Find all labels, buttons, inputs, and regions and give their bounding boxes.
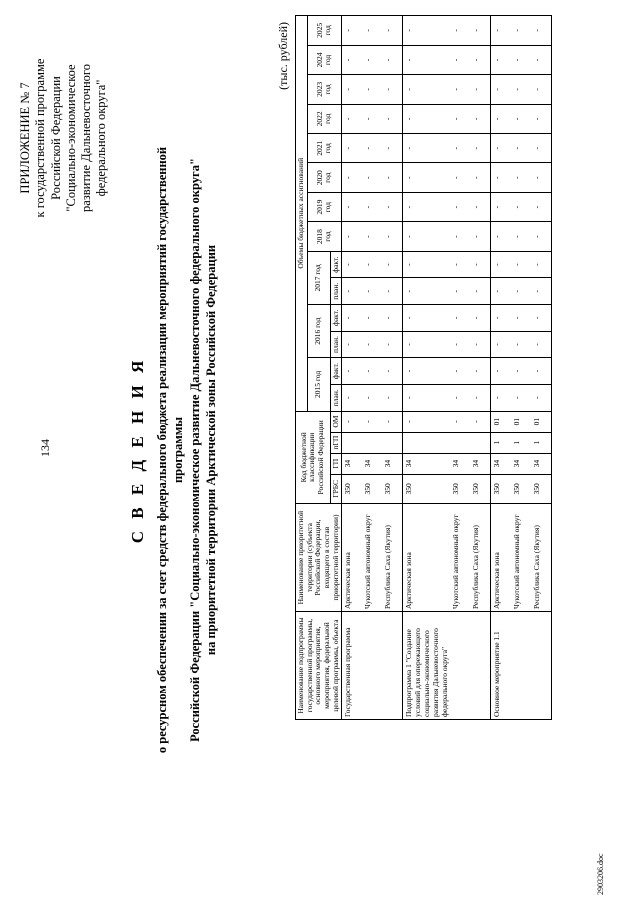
cell-amount: - bbox=[342, 75, 363, 104]
cell-amount: - bbox=[382, 358, 403, 385]
cell-territory: Арктическая зона bbox=[342, 504, 363, 612]
cell-amount: - bbox=[362, 16, 382, 46]
cell-amount: - bbox=[531, 331, 552, 358]
cell-om: - bbox=[470, 411, 491, 432]
cell-amount: - bbox=[382, 45, 403, 74]
cell-om: - bbox=[403, 411, 451, 432]
cell-amount: - bbox=[342, 192, 363, 221]
cell-amount: - bbox=[403, 331, 451, 358]
cell-amount: - bbox=[450, 305, 470, 332]
cell-grbs: 350 bbox=[470, 474, 491, 503]
header-year-2021: 2021 год bbox=[307, 134, 342, 163]
document-subtitle bbox=[154, 125, 219, 775]
cell-territory: Республика Саха (Якутия) bbox=[470, 504, 491, 612]
cell-pgp bbox=[362, 432, 382, 453]
cell-amount: - bbox=[511, 45, 531, 74]
subtitle-line: Российской Федерации "Социально-экономическое развитие Дальневосточного федерального округа" bbox=[187, 158, 202, 742]
header-fact: факт. bbox=[330, 305, 342, 332]
cell-amount: - bbox=[382, 16, 403, 46]
cell-amount: - bbox=[342, 163, 363, 192]
cell-amount: - bbox=[362, 305, 382, 332]
cell-amount: - bbox=[470, 134, 491, 163]
subtitle-line: на приоритетной территории Арктической зоны Российской Федерации bbox=[203, 244, 218, 656]
cell-amount: - bbox=[470, 331, 491, 358]
header-gp: ГП bbox=[330, 453, 342, 474]
cell-amount: - bbox=[342, 278, 363, 305]
cell-amount: - bbox=[362, 104, 382, 133]
cell-amount: - bbox=[491, 104, 512, 133]
cell-amount: - bbox=[511, 358, 531, 385]
cell-program-name bbox=[511, 612, 531, 720]
cell-grbs: 350 bbox=[342, 474, 363, 503]
cell-grbs: 350 bbox=[531, 474, 552, 503]
cell-amount: - bbox=[342, 16, 363, 46]
cell-amount: - bbox=[531, 45, 552, 74]
cell-amount: - bbox=[362, 222, 382, 251]
table-body bbox=[342, 16, 552, 720]
cell-grbs: 350 bbox=[403, 474, 451, 503]
cell-grbs: 350 bbox=[491, 474, 512, 503]
appendix-line: к государственной программе bbox=[33, 58, 48, 218]
cell-amount: - bbox=[362, 45, 382, 74]
header-year-2024: 2024 год bbox=[307, 45, 342, 74]
cell-amount: - bbox=[470, 305, 491, 332]
cell-amount: - bbox=[382, 331, 403, 358]
header-year-2016: 2016 год bbox=[307, 305, 330, 358]
cell-gp: 34 bbox=[450, 453, 470, 474]
cell-amount: - bbox=[450, 358, 470, 385]
cell-gp: 34 bbox=[470, 453, 491, 474]
cell-amount: - bbox=[342, 358, 363, 385]
cell-amount: - bbox=[403, 134, 451, 163]
cell-pgp bbox=[403, 432, 451, 453]
header-volumes: Объемы бюджетных ассигнований bbox=[296, 16, 308, 412]
cell-amount: - bbox=[511, 163, 531, 192]
cell-amount: - bbox=[382, 75, 403, 104]
footer-file-code: 2903206.doc bbox=[596, 853, 605, 895]
cell-amount: - bbox=[362, 331, 382, 358]
cell-amount: - bbox=[511, 222, 531, 251]
cell-gp: 34 bbox=[531, 453, 552, 474]
table-row bbox=[403, 16, 451, 720]
cell-pgp: 1 bbox=[531, 432, 552, 453]
cell-program-name bbox=[382, 612, 403, 720]
cell-amount: - bbox=[531, 104, 552, 133]
cell-amount: - bbox=[450, 134, 470, 163]
cell-pgp: 1 bbox=[511, 432, 531, 453]
cell-pgp: 1 bbox=[491, 432, 512, 453]
cell-amount: - bbox=[403, 75, 451, 104]
cell-amount: - bbox=[403, 192, 451, 221]
cell-amount: - bbox=[531, 305, 552, 332]
header-fact: факт. bbox=[330, 358, 342, 385]
cell-amount: - bbox=[362, 163, 382, 192]
cell-amount: - bbox=[511, 251, 531, 278]
cell-program-name bbox=[450, 612, 470, 720]
cell-territory: Чукотский автономный округ bbox=[511, 504, 531, 612]
cell-grbs: 350 bbox=[450, 474, 470, 503]
cell-amount: - bbox=[342, 305, 363, 332]
cell-amount: - bbox=[511, 305, 531, 332]
cell-om: - bbox=[362, 411, 382, 432]
table-row bbox=[382, 16, 403, 720]
cell-amount: - bbox=[362, 251, 382, 278]
cell-amount: - bbox=[470, 104, 491, 133]
header-plan: план. bbox=[330, 384, 342, 411]
cell-amount: - bbox=[450, 192, 470, 221]
cell-om: - bbox=[450, 411, 470, 432]
cell-program-name bbox=[531, 612, 552, 720]
page-number: 134 bbox=[38, 439, 52, 457]
cell-amount: - bbox=[470, 192, 491, 221]
cell-amount: - bbox=[491, 305, 512, 332]
cell-amount: - bbox=[531, 163, 552, 192]
appendix-line: ПРИЛОЖЕНИЕ № 7 bbox=[18, 82, 32, 194]
cell-amount: - bbox=[491, 16, 512, 46]
cell-amount: - bbox=[403, 278, 451, 305]
cell-gp: 34 bbox=[362, 453, 382, 474]
cell-amount: - bbox=[491, 358, 512, 385]
cell-territory: Чукотский автономный округ bbox=[450, 504, 470, 612]
cell-program-name bbox=[470, 612, 491, 720]
document-title: С В Е Д Е Н И Я bbox=[128, 356, 147, 544]
header-pgp: пГП bbox=[330, 432, 342, 453]
cell-gp: 34 bbox=[342, 453, 363, 474]
cell-amount: - bbox=[382, 222, 403, 251]
header-year-2017: 2017 год bbox=[307, 251, 330, 304]
cell-amount: - bbox=[470, 358, 491, 385]
cell-amount: - bbox=[511, 192, 531, 221]
cell-amount: - bbox=[470, 75, 491, 104]
cell-territory: Арктическая зона bbox=[491, 504, 512, 612]
cell-amount: - bbox=[491, 222, 512, 251]
header-year-2022: 2022 год bbox=[307, 104, 342, 133]
cell-amount: - bbox=[450, 104, 470, 133]
cell-amount: - bbox=[491, 163, 512, 192]
cell-amount: - bbox=[342, 104, 363, 133]
header-year-2018: 2018 год bbox=[307, 222, 342, 251]
cell-amount: - bbox=[491, 331, 512, 358]
header-kbk: Код бюджетной классификации Российской Федерации bbox=[296, 411, 331, 504]
header-name: Наименование подпрограммы государственной программы, основного мероприятия, мероприятия, федеральной целевой программы, объекта bbox=[296, 612, 342, 720]
cell-amount: - bbox=[531, 16, 552, 46]
cell-grbs: 350 bbox=[382, 474, 403, 503]
table-row bbox=[531, 16, 552, 720]
cell-amount: - bbox=[450, 384, 470, 411]
cell-amount: - bbox=[491, 75, 512, 104]
cell-amount: - bbox=[342, 45, 363, 74]
cell-amount: - bbox=[362, 278, 382, 305]
header-plan: план. bbox=[330, 331, 342, 358]
cell-gp: 34 bbox=[382, 453, 403, 474]
header-year-2015: 2015 год bbox=[307, 358, 330, 411]
cell-amount: - bbox=[382, 134, 403, 163]
cell-amount: - bbox=[470, 384, 491, 411]
cell-amount: - bbox=[403, 384, 451, 411]
header-year-2025: 2025 год bbox=[307, 16, 342, 46]
cell-amount: - bbox=[470, 251, 491, 278]
cell-amount: - bbox=[511, 104, 531, 133]
table-row bbox=[450, 16, 470, 720]
units-label: (тыс. рублей) bbox=[276, 22, 290, 90]
cell-amount: - bbox=[382, 278, 403, 305]
cell-amount: - bbox=[531, 278, 552, 305]
cell-amount: - bbox=[450, 75, 470, 104]
cell-amount: - bbox=[470, 222, 491, 251]
cell-amount: - bbox=[450, 163, 470, 192]
table-row bbox=[470, 16, 491, 720]
cell-amount: - bbox=[470, 163, 491, 192]
table-row bbox=[511, 16, 531, 720]
cell-amount: - bbox=[382, 305, 403, 332]
cell-amount: - bbox=[470, 16, 491, 46]
table-row bbox=[342, 16, 363, 720]
cell-amount: - bbox=[511, 134, 531, 163]
cell-amount: - bbox=[403, 163, 451, 192]
cell-grbs: 350 bbox=[511, 474, 531, 503]
cell-amount: - bbox=[362, 75, 382, 104]
cell-amount: - bbox=[342, 222, 363, 251]
title-block bbox=[128, 125, 219, 775]
cell-amount: - bbox=[403, 16, 451, 46]
cell-program-name: Государственная программа bbox=[342, 612, 363, 720]
appendix-line: федерального округа" bbox=[94, 79, 109, 197]
cell-om: - bbox=[342, 411, 363, 432]
cell-amount: - bbox=[450, 331, 470, 358]
cell-amount: - bbox=[362, 192, 382, 221]
cell-amount: - bbox=[531, 251, 552, 278]
cell-amount: - bbox=[511, 16, 531, 46]
cell-amount: - bbox=[491, 278, 512, 305]
cell-pgp bbox=[450, 432, 470, 453]
cell-amount: - bbox=[531, 134, 552, 163]
cell-amount: - bbox=[450, 278, 470, 305]
appendix-line: развитие Дальневосточного bbox=[79, 64, 93, 212]
cell-territory: Республика Саха (Якутия) bbox=[382, 504, 403, 612]
subtitle-line: о ресурсном обеспечении за счет средств федерального бюджета реализации мероприятий государственной программы bbox=[155, 146, 186, 754]
cell-amount: - bbox=[511, 384, 531, 411]
cell-amount: - bbox=[342, 251, 363, 278]
cell-amount: - bbox=[382, 163, 403, 192]
appendix-line: "Социально-экономическое bbox=[63, 64, 78, 212]
header-year-2019: 2019 год bbox=[307, 192, 342, 221]
cell-amount: - bbox=[403, 104, 451, 133]
cell-amount: - bbox=[362, 384, 382, 411]
header-year-2020: 2020 год bbox=[307, 163, 342, 192]
header-year-2023: 2023 год bbox=[307, 75, 342, 104]
cell-amount: - bbox=[531, 384, 552, 411]
header-plan: план. bbox=[330, 278, 342, 305]
cell-amount: - bbox=[470, 278, 491, 305]
cell-om: 01 bbox=[491, 411, 512, 432]
cell-amount: - bbox=[403, 358, 451, 385]
cell-amount: - bbox=[491, 251, 512, 278]
cell-om: 01 bbox=[531, 411, 552, 432]
header-territory: Наименование приоритетной территории (субъекта Российской Федерации, входящего в состав приоритетной территории) bbox=[296, 504, 342, 612]
cell-gp: 34 bbox=[403, 453, 451, 474]
cell-program-name bbox=[362, 612, 382, 720]
cell-amount: - bbox=[403, 251, 451, 278]
cell-pgp bbox=[470, 432, 491, 453]
cell-territory: Республика Саха (Якутия) bbox=[531, 504, 552, 612]
cell-amount: - bbox=[531, 222, 552, 251]
cell-amount: - bbox=[450, 45, 470, 74]
cell-territory: Арктическая зона bbox=[403, 504, 451, 612]
cell-pgp bbox=[342, 432, 363, 453]
cell-amount: - bbox=[342, 331, 363, 358]
cell-amount: - bbox=[491, 45, 512, 74]
cell-amount: - bbox=[511, 278, 531, 305]
cell-amount: - bbox=[470, 45, 491, 74]
header-fact: факт. bbox=[330, 251, 342, 278]
cell-amount: - bbox=[531, 358, 552, 385]
cell-pgp bbox=[382, 432, 403, 453]
cell-om: - bbox=[382, 411, 403, 432]
cell-amount: - bbox=[531, 192, 552, 221]
cell-amount: - bbox=[511, 75, 531, 104]
resource-table bbox=[295, 15, 552, 720]
cell-amount: - bbox=[403, 45, 451, 74]
cell-amount: - bbox=[491, 192, 512, 221]
cell-amount: - bbox=[362, 358, 382, 385]
appendix-line: Российской Федерации bbox=[48, 76, 63, 200]
cell-amount: - bbox=[511, 331, 531, 358]
header-om: ОМ bbox=[330, 411, 342, 432]
cell-gp: 34 bbox=[491, 453, 512, 474]
cell-amount: - bbox=[382, 104, 403, 133]
table-row bbox=[362, 16, 382, 720]
cell-amount: - bbox=[491, 134, 512, 163]
cell-amount: - bbox=[403, 305, 451, 332]
appendix-heading bbox=[18, 18, 110, 258]
cell-amount: - bbox=[450, 222, 470, 251]
table-row bbox=[491, 16, 512, 720]
cell-gp: 34 bbox=[511, 453, 531, 474]
cell-amount: - bbox=[450, 16, 470, 46]
cell-amount: - bbox=[450, 251, 470, 278]
cell-amount: - bbox=[342, 134, 363, 163]
cell-amount: - bbox=[491, 384, 512, 411]
cell-program-name: Основное мероприятие 1.1 bbox=[491, 612, 512, 720]
cell-amount: - bbox=[531, 75, 552, 104]
cell-amount: - bbox=[382, 251, 403, 278]
cell-om: 01 bbox=[511, 411, 531, 432]
cell-amount: - bbox=[382, 384, 403, 411]
cell-amount: - bbox=[342, 384, 363, 411]
cell-program-name: Подпрограмма 1 "Создание условий для опережающего социально-экономического развития Дальневосточного федерального округа" bbox=[403, 612, 451, 720]
cell-territory: Чукотский автономный округ bbox=[362, 504, 382, 612]
header-grbs: ГРБС bbox=[330, 474, 342, 503]
cell-amount: - bbox=[362, 134, 382, 163]
cell-amount: - bbox=[382, 192, 403, 221]
cell-amount: - bbox=[403, 222, 451, 251]
cell-grbs: 350 bbox=[362, 474, 382, 503]
